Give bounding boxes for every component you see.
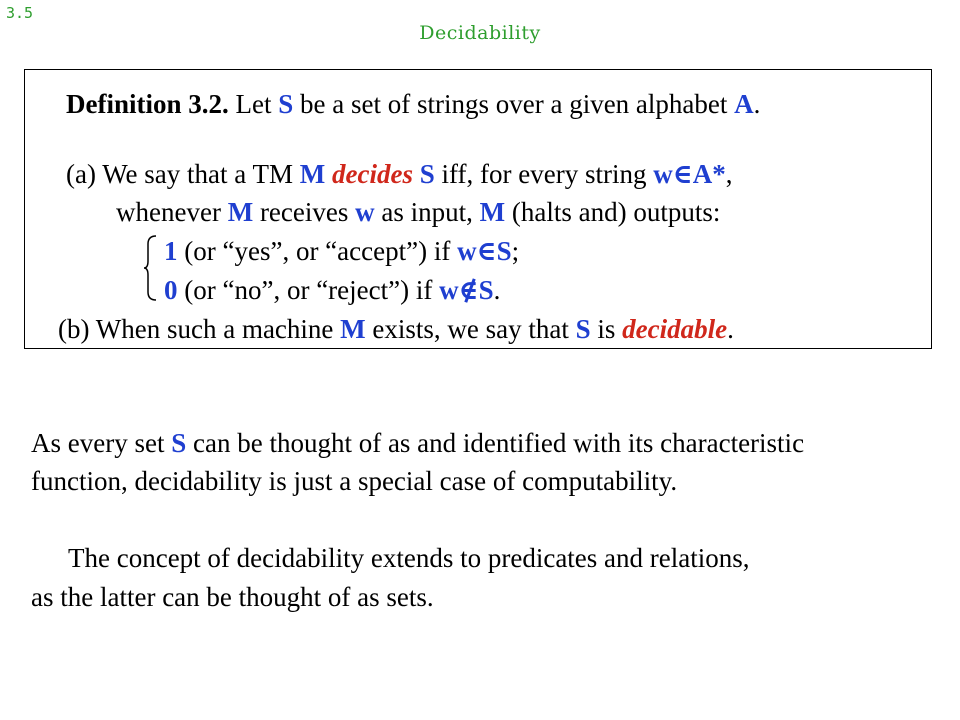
- a-star: A*: [692, 159, 726, 189]
- set-s: S: [419, 159, 435, 189]
- paragraph-2-line-2: as the latter can be thought of as sets.: [31, 582, 434, 612]
- output-zero: 0: [164, 275, 178, 305]
- slide-title: Decidability: [419, 22, 541, 44]
- string-w: w: [439, 275, 459, 305]
- case-accept: 1 (or “yes”, or “accept”) if w∈S;: [164, 236, 520, 266]
- slide-number: 3.5: [6, 4, 34, 22]
- set-s: S: [496, 236, 512, 266]
- alphabet-a: A: [734, 89, 754, 119]
- decides-term: decides: [332, 159, 413, 189]
- set-s: S: [171, 428, 187, 458]
- not-element-of-symbol: ∉: [458, 275, 479, 305]
- definition-line-b: (b) When such a machine M exists, we say that S is decidable.: [58, 314, 734, 344]
- left-brace-icon: [144, 235, 158, 301]
- string-w: w: [355, 197, 375, 227]
- definition-line-a: (a) We say that a TM M decides S iff, for every string w∈A*,: [66, 159, 733, 189]
- paragraph-2-line-1: The concept of decidability extends to predicates and relations,: [68, 543, 750, 573]
- machine-m: M: [479, 197, 506, 227]
- set-s: S: [575, 314, 591, 344]
- paragraph-1-line-1: As every set S can be thought of as and identified with its characteristic: [31, 428, 805, 458]
- machine-m: M: [340, 314, 366, 344]
- paragraph-1-line-2: function, decidability is just a special case of computability.: [31, 466, 678, 496]
- definition-line-1: Definition 3.2. Let S be a set of strings over a given alphabet A.: [66, 89, 761, 119]
- string-w: w: [653, 159, 673, 189]
- element-of-symbol: ∈: [672, 159, 693, 189]
- element-of-symbol: ∈: [476, 236, 497, 266]
- set-s: S: [278, 89, 294, 119]
- set-s: S: [478, 275, 494, 305]
- definition-label: Definition 3.2.: [66, 89, 229, 119]
- string-w: w: [457, 236, 477, 266]
- definition-line-whenever: whenever M receives w as input, M (halts and) outputs:: [116, 197, 721, 227]
- decidable-term: decidable: [622, 314, 728, 344]
- output-one: 1: [164, 236, 178, 266]
- machine-m: M: [227, 197, 254, 227]
- machine-m: M: [299, 159, 326, 189]
- case-reject: 0 (or “no”, or “reject”) if w∉S.: [164, 275, 501, 305]
